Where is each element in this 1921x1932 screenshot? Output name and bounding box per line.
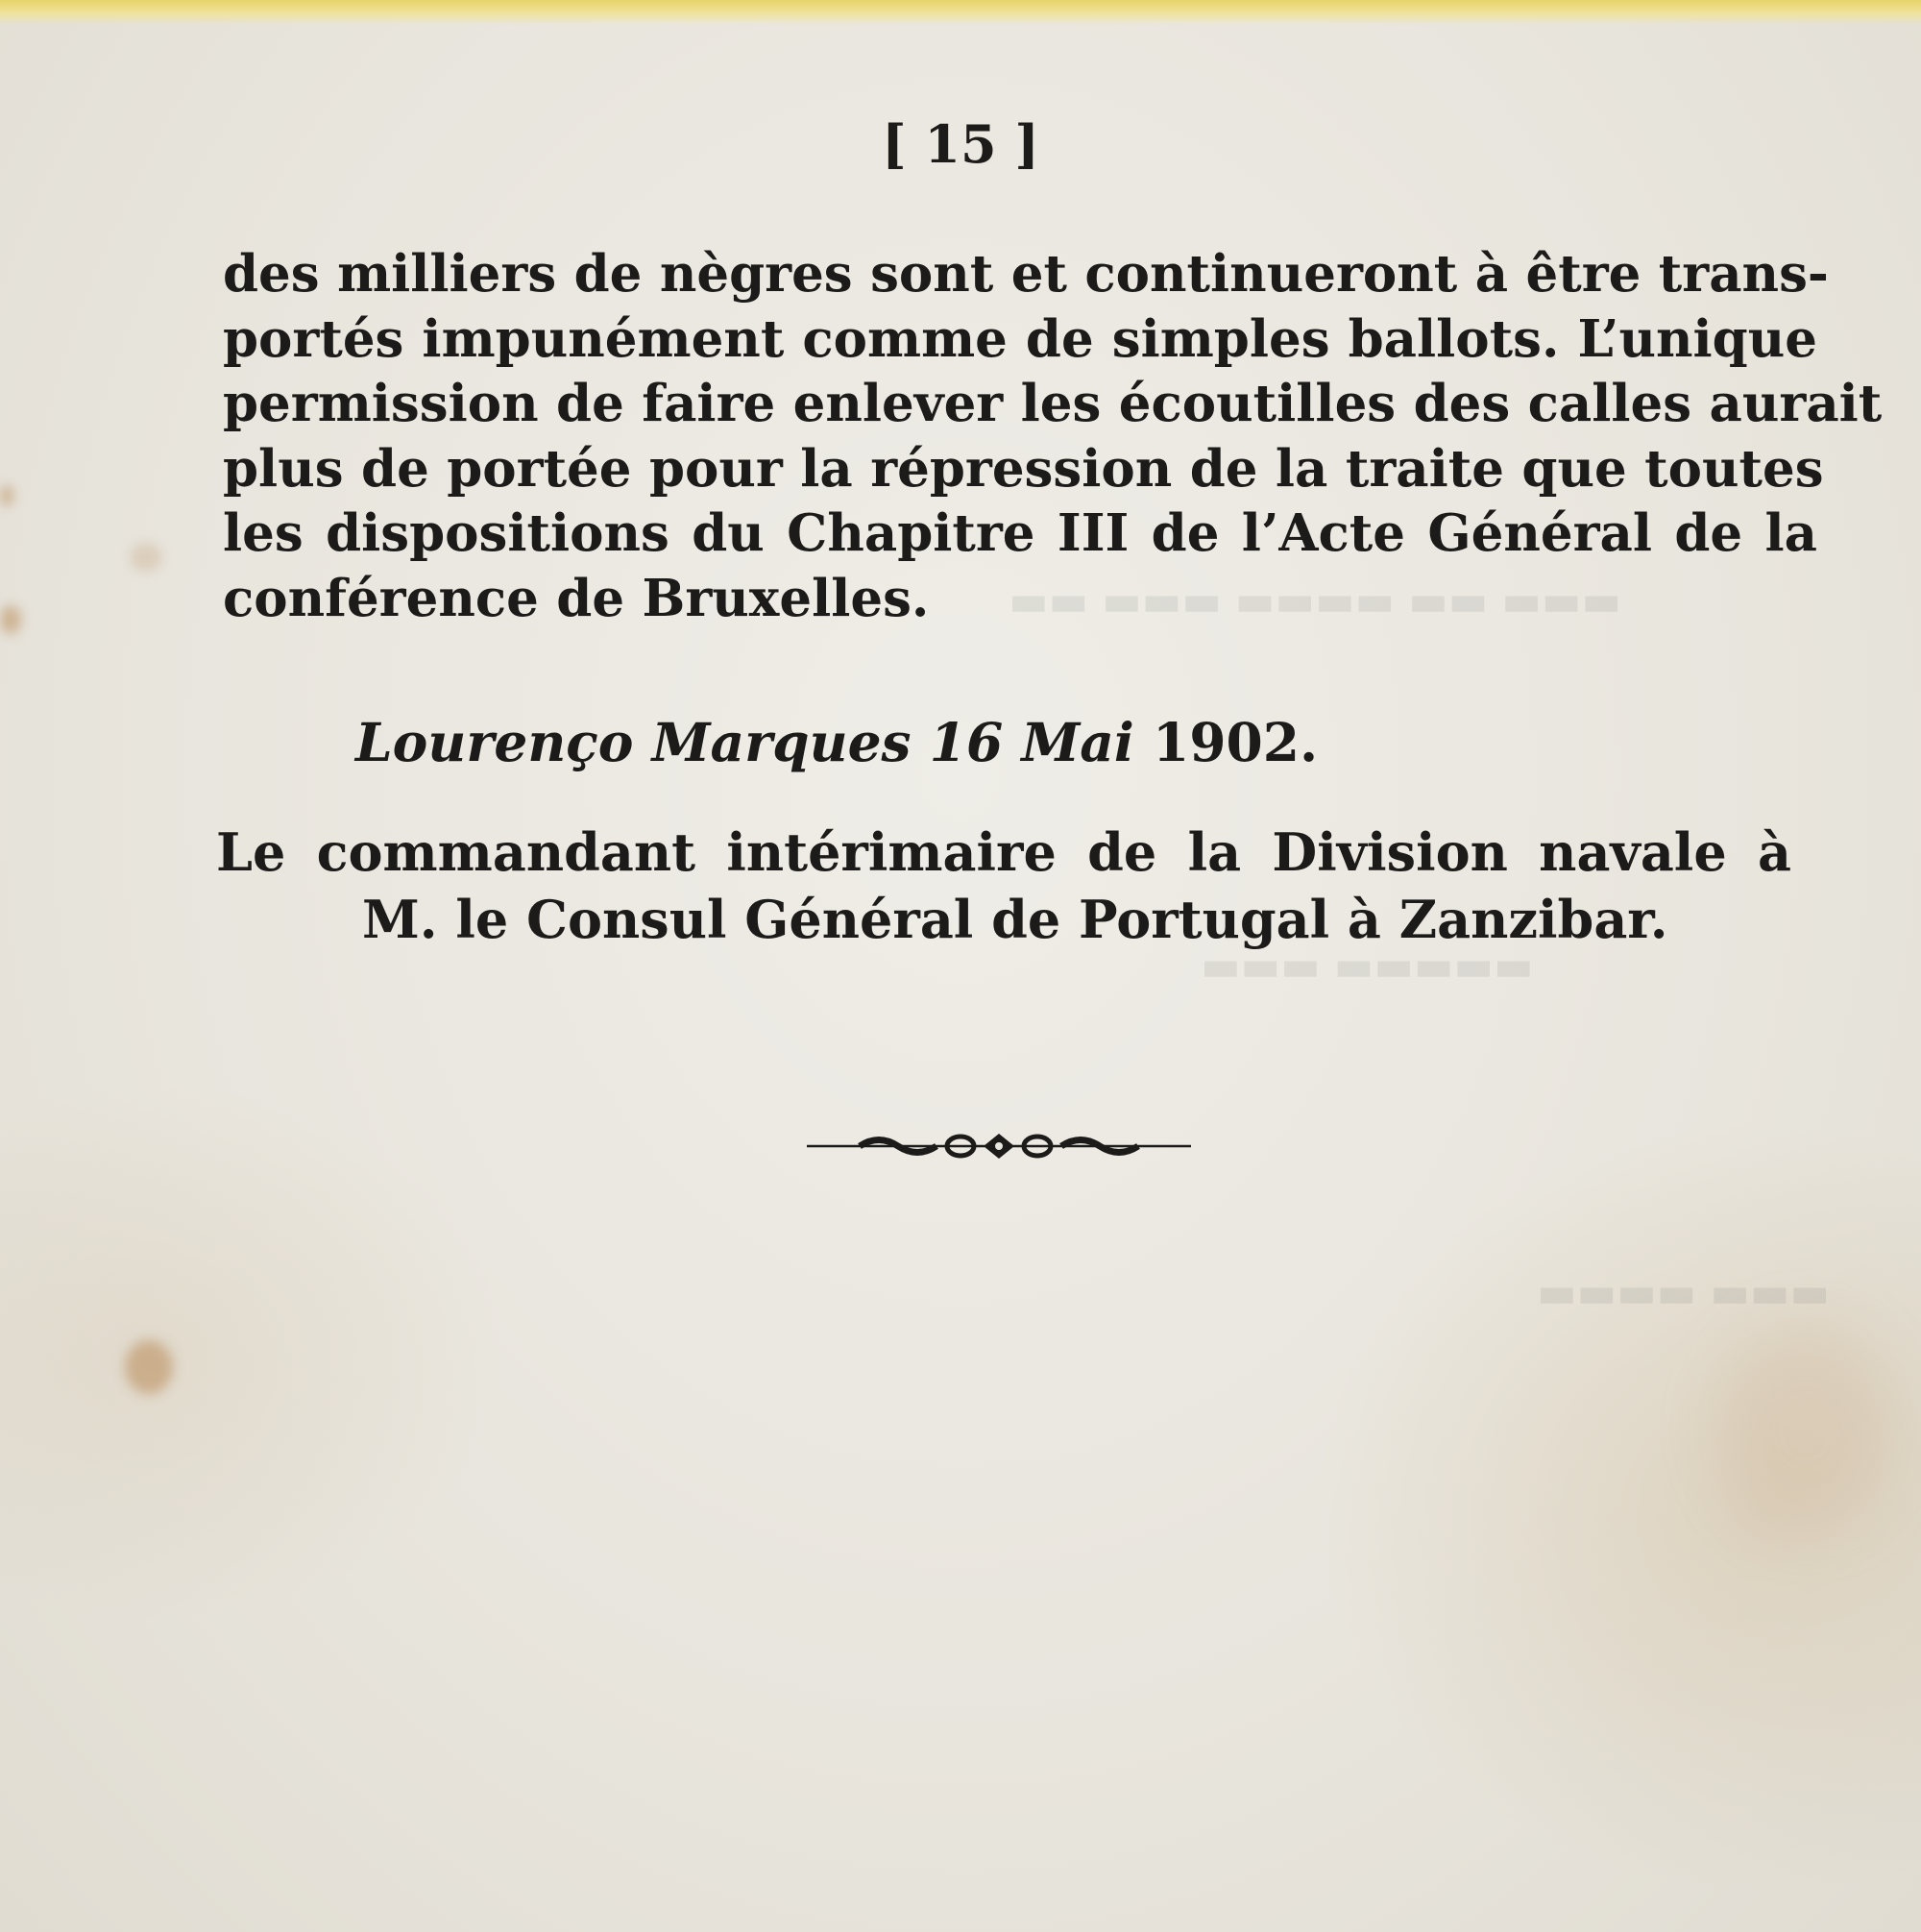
body-line: plus de portée pour la répression de la traite que toutes	[223, 438, 1824, 499]
tape-strip	[0, 0, 1921, 25]
paper-stain	[0, 605, 21, 634]
body-line: permission de faire enlever les écoutilles des calles aurait	[223, 374, 1883, 433]
dateline-year: 1902.	[1152, 711, 1319, 773]
paper-stain	[130, 543, 162, 572]
body-paragraph	[223, 242, 1883, 631]
paper-stain	[125, 1340, 173, 1394]
body-line: les dispositions du Chapitre III de l’Acte Général de la	[223, 503, 1817, 563]
paper-stain	[1719, 1326, 1892, 1528]
show-through-text: ▬▬▬ ▬▬ ▬▬▬▬ ▬▬▬ ▬▬	[1009, 576, 1621, 625]
body-line: portés impunément comme de simples ballots. L’unique	[223, 308, 1817, 369]
printer-ornament-icon	[807, 1122, 1191, 1170]
address-line-recipient: M. le Consul Général de Portugal à Zanzibar.	[362, 889, 1668, 950]
body-line: des milliers de nègres sont et continueront à être trans-	[223, 244, 1829, 304]
show-through-text: ▬▬▬ ▬▬▬▬	[1537, 1268, 1830, 1317]
address-line-sender: Le commandant intérimaire de la Division navale à	[216, 821, 1791, 883]
show-through-text: ▬▬▬▬▬ ▬▬▬	[1201, 942, 1534, 990]
dateline-place: Lourenço Marques 16 Mai	[355, 711, 1134, 773]
dateline	[355, 711, 1318, 773]
paper-stain	[0, 485, 13, 506]
page-number: [ 15 ]	[882, 113, 1039, 175]
address-block	[216, 819, 1791, 953]
body-line: conférence de Bruxelles.	[223, 568, 930, 628]
